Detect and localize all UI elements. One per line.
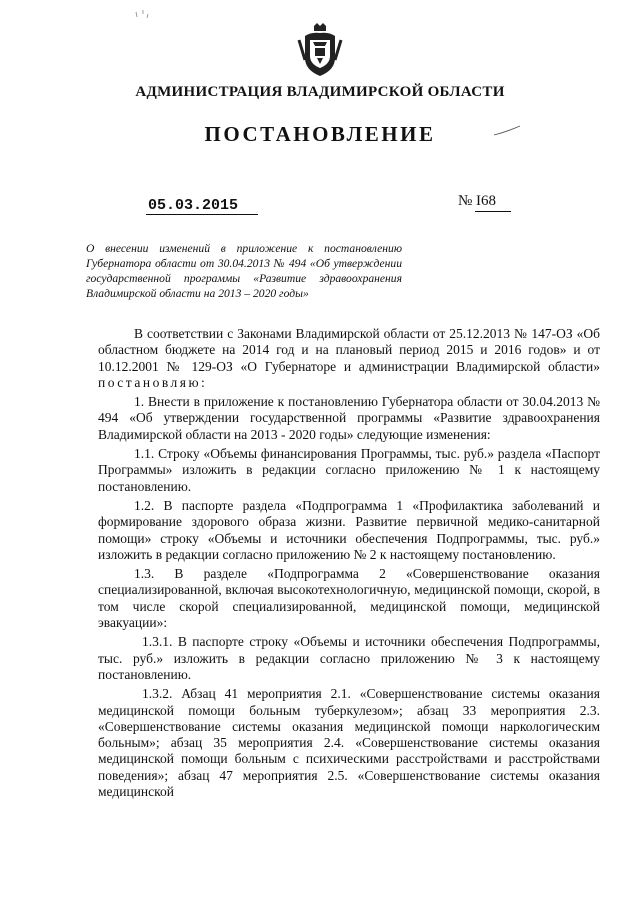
- scan-mark: [122, 8, 162, 28]
- paragraph-1-3-1: 1.3.1. В паспорте строку «Объемы и источники обеспечения Подпрограммы, тыс. руб.» изложить в редакции согласно приложению № 3 к настоящему постановлению.: [98, 634, 600, 682]
- organization-name: АДМИНИСТРАЦИЯ ВЛАДИМИРСКОЙ ОБЛАСТИ: [135, 84, 505, 100]
- paragraph-1-2: 1.2. В паспорте раздела «Подпрограмма 1 «Профилактика заболеваний и формирование здорового образа жизни. Развитие первичной медико-санитарной помощи» строку «Объемы и источники обеспечения Подпрограммы, тыс. руб.» изложить в редакции согласно приложению № 2 к настоящему постановлению.: [98, 497, 600, 562]
- document-body: [98, 326, 600, 803]
- paragraph-1: 1. Внести в приложение к постановлению Губернатора области от 30.04.2013 № 494 «Об утверждении государственной программы «Развитие здравоохранения Владимирской области на 2013 - 2020 годы» следующие изменения:: [98, 394, 600, 442]
- paragraph-1-1: 1.1. Строку «Объемы финансирования Программы, тыс. руб.» раздела «Паспорт Программы» изложить в редакции согласно приложению № 1 к настоящему постановлению.: [98, 446, 600, 494]
- preamble-text: В соответствии с Законами Владимирской области от 25.12.2013 № 147-ОЗ «Об областном бюджете на 2014 год и на плановый период 2015 и 2016 годов» и от 10.12.2001 № 129-ОЗ «О Губернаторе и администрации Владимирской области»: [98, 326, 600, 374]
- decree-word: постановляю:: [98, 374, 208, 390]
- preamble-paragraph: [98, 326, 600, 391]
- number-underline: [475, 211, 511, 212]
- document-type: ПОСТАНОВЛЕНИЕ: [204, 122, 436, 146]
- coat-of-arms-emblem: [297, 22, 343, 78]
- document-subject: О внесении изменений в приложение к постановлению Губернатора области от 30.04.2013 № 494 «Об утверждении государственной программы «Развитие здравоохранения Владимирской области на 2013 – 2020 годы»: [86, 242, 402, 300]
- pen-mark: [492, 124, 522, 138]
- paragraph-1-3-2: 1.3.2. Абзац 41 мероприятия 2.1. «Совершенствование системы оказания медицинской помощи больным туберкулезом»; абзац 33 мероприятия 2.3. «Совершенствование системы оказания медицинской помощи наркологическим больным»; абзац 35 мероприятия 2.4. «Совершенствование системы оказания медицинской помощи больным с психическими расстройствами и расстройствами поведения»; абзац 47 мероприятия 2.5. «Совершенствование системы оказания медицинской: [98, 686, 600, 800]
- document-date: 05.03.2015: [148, 197, 239, 214]
- date-underline: [146, 214, 258, 215]
- paragraph-1-3: 1.3. В разделе «Подпрограмма 2 «Совершенствование оказания специализированной, включая высокотехнологичную, медицинской помощи, скорой, в том числе скорой специализированной, медицинской помощи, медицинской эвакуации»:: [98, 566, 600, 631]
- document-number: № I68: [458, 193, 497, 209]
